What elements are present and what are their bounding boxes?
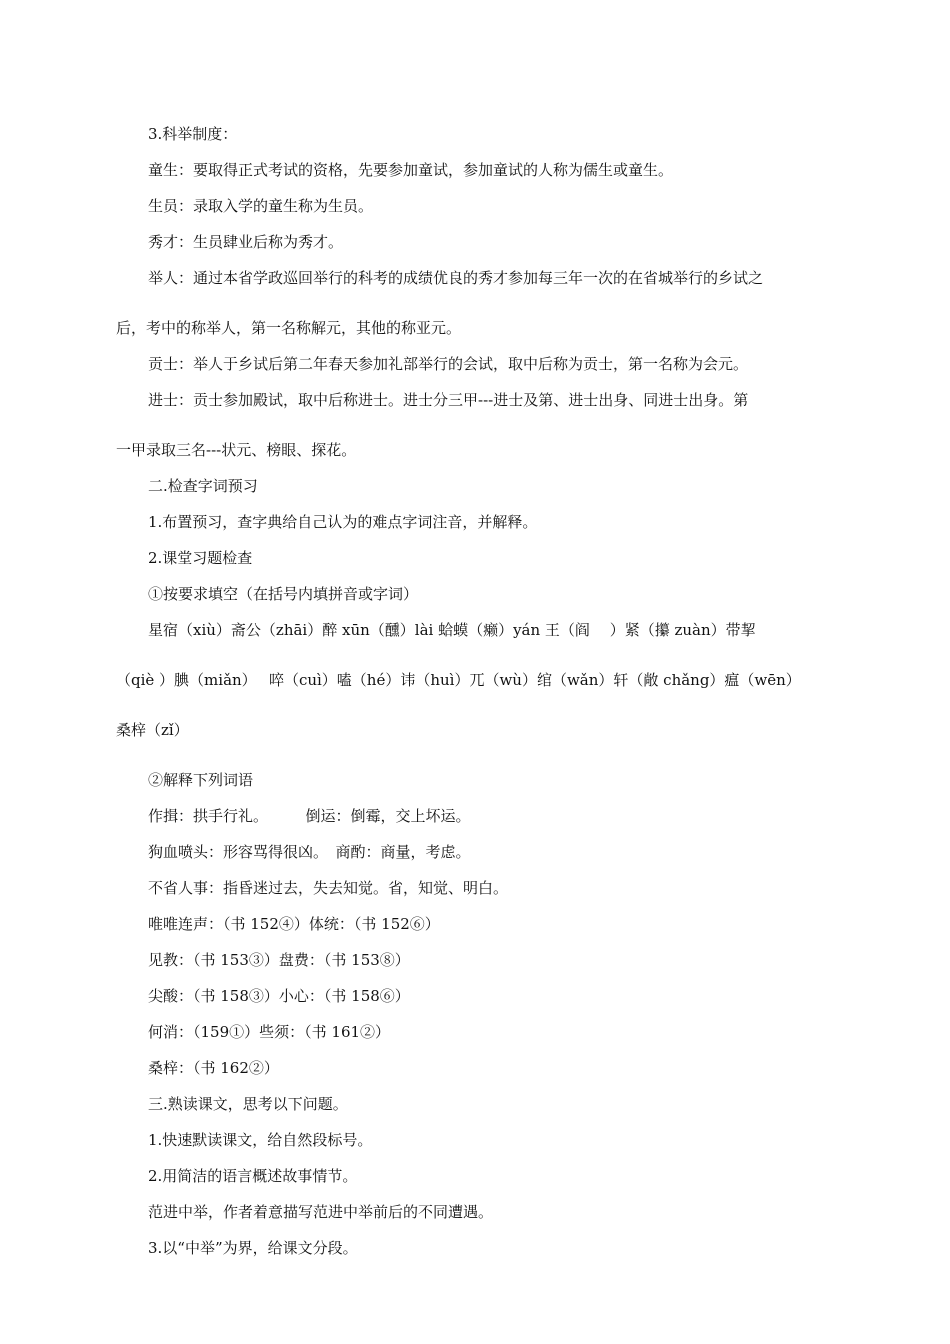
document-body [116,124,836,1258]
explain-line5: 见教：（书 153③）盘费：（书 153⑧） [148,951,410,969]
explain-line7: 何消：（159①）些须：（书 161②） [148,1023,391,1041]
jinshi-paragraph-line1: 进士：贡士参加殿试，取中后称进士。进士分三甲---进士及第、进士出身、同进士出身。第 [148,391,749,409]
juren-paragraph-line2: 后，考中的称举人，第一名称解元，其他的称亚元。 [116,319,462,337]
explain-line4: 唯唯连声：（书 152④）体统：（书 152⑥） [148,915,440,933]
explain-line8: 桑梓：（书 162②） [148,1059,279,1077]
explain-line6: 尖酸：（书 158③）小心：（书 158⑥） [148,987,410,1005]
gongshi-paragraph: 贡士：举人于乡试后第二年春天参加礼部举行的会试，取中后称为贡士，第一名称为会元。 [148,355,749,373]
explain-line3: 不省人事：指昏迷过去，失去知觉。省，知觉、明白。 [148,879,509,897]
keju-heading: 3.科举制度： [148,125,238,143]
section3-heading: 三.熟读课文，思考以下问题。 [148,1095,348,1113]
section3-item2: 2.用简洁的语言概述故事情节。 [148,1167,358,1185]
fill-blank-line2: （qiè ）腆（miǎn） 啐（cuì）嗑（hé）讳（huì）兀（wù）绾（wǎn）轩（敞 chǎng）瘟（wēn） [116,671,801,689]
section3-item1: 1.快速默读课文，给自然段标号。 [148,1131,373,1149]
xiucai-paragraph: 秀才：生员肆业后称为秀才。 [148,233,344,251]
section2-heading: 二.检查字词预习 [148,477,258,495]
fill-blank-line1: 星宿（xiù）斋公（zhāi）醉 xūn（醺）lài 蛤蟆（癞）yán 王（阎 ）紧（攥 zuàn）带挈 [148,621,756,639]
fill-blank-heading: ①按要求填空（在括号内填拼音或字词） [148,585,419,603]
explain-heading: ②解释下列词语 [148,771,254,789]
jinshi-paragraph-line2: 一甲录取三名---状元、榜眼、探花。 [116,441,357,459]
section3-item3: 3.以“中举”为界，给课文分段。 [148,1239,358,1257]
juren-paragraph-line1: 举人：通过本省学政巡回举行的科考的成绩优良的秀才参加每三年一次的在省城举行的乡试之 [148,269,764,287]
section2-item1: 1.布置预习，查字典给自己认为的难点字词注音，并解释。 [148,513,538,531]
explain-line2: 狗血喷头：形容骂得很凶。 商酌：商量，考虑。 [148,843,471,861]
explain-line1: 作揖：拱手行礼。 倒运：倒霉，交上坏运。 [148,807,471,825]
section2-item2: 2.课堂习题检查 [148,549,253,567]
section3-note: 范进中举，作者着意描写范进中举前后的不同遭遇。 [148,1203,494,1221]
shengyuan-paragraph: 生员：录取入学的童生称为生员。 [148,197,374,215]
tongsheng-paragraph: 童生：要取得正式考试的资格，先要参加童试，参加童试的人称为儒生或童生。 [148,161,674,179]
fill-blank-line3: 桑梓（zǐ） [116,721,189,739]
